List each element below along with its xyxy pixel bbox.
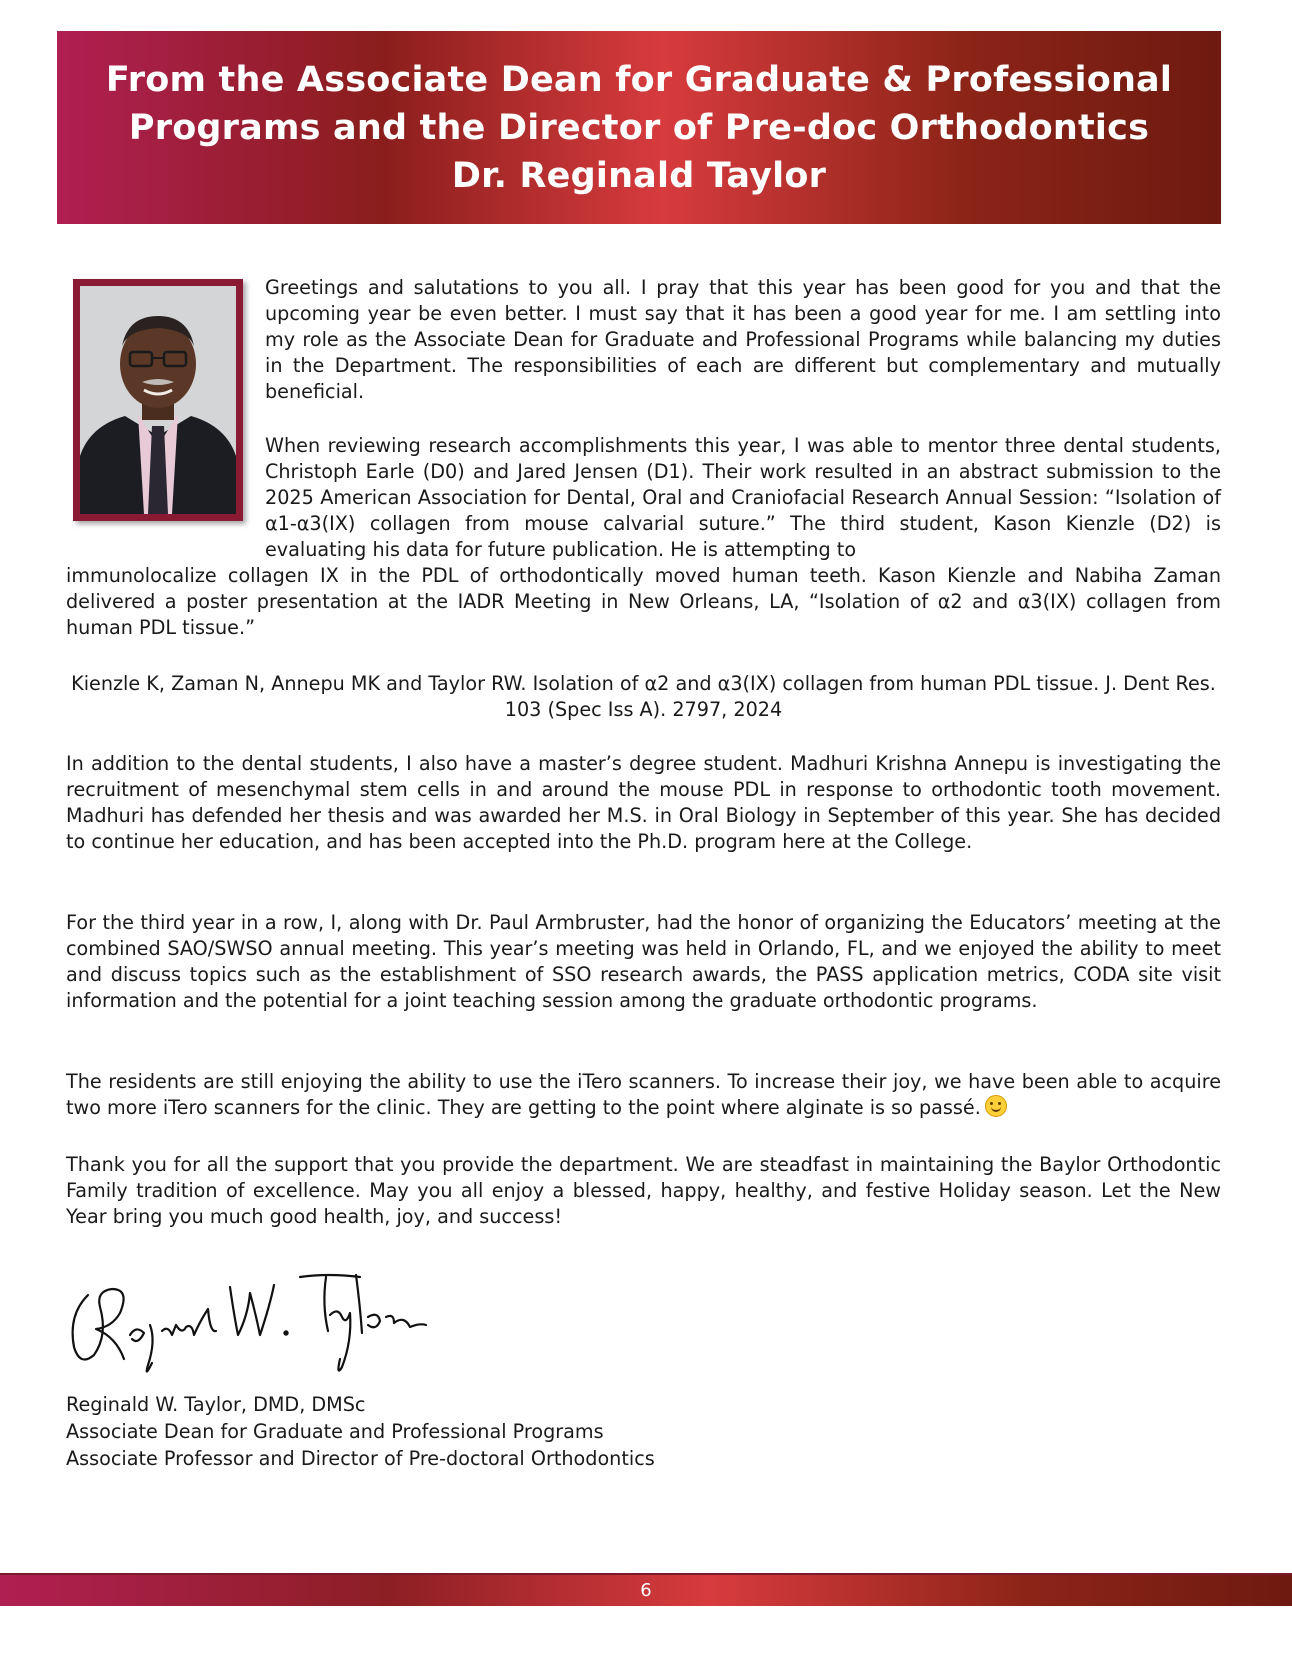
paragraph-greeting: Greetings and salutations to you all. I pray that this year has been good for you and that the upcoming year be even better. I must say that it has been a good year for me. I am settling into my role as the Associate Dean for Graduate and Professional Programs while balancing my duties in the Department. The responsibilities of each are different but complementary and mutually beneficial. xyxy=(265,276,1221,403)
handwritten-signature xyxy=(60,1255,430,1385)
title-line-3: Dr. Reginald Taylor xyxy=(451,155,827,196)
citation: Kienzle K, Zaman N, Annepu MK and Taylor RW. Isolation of α2 and α3(IX) collagen from human PDL tissue. J. Dent Res. 103 (Spec Iss A). 2797, 2024 xyxy=(71,672,1216,721)
paragraph-research-part1: When reviewing research accomplishments this year, I was able to mentor three dental students, Christoph Earle (D0) and Jared Jensen (D1). Their work resulted in an abstract submission to the 2025 American Association for Dental, Oral and Craniofacial Research Annual Session: “Isolation of α1-α3(IX) collagen from mouse calvarial suture.” The third student, Kason Kienzle (D2) is evaluating his data for future publication. He is attempting to xyxy=(265,434,1221,561)
paragraph-educators-meeting: For the third year in a row, I, along with Dr. Paul Armbruster, had the honor of organizing the Educators’ meeting at the combined SAO/SWSO annual meeting. This year’s meeting was held in Orlando, FL, and we enjoyed the ability to meet and discuss topics such as the establishment of SSO research awards, the PASS application metrics, CODA site visit information and the potential for a joint teaching session among the graduate orthodontic programs. xyxy=(66,911,1221,1012)
paragraph-masters-student: In addition to the dental students, I also have a master’s degree student. Madhuri Krishna Annepu is investigating the recruitment of mesenchymal stem cells in and around the mouse PDL in response to orthodontic tooth movement. Madhuri has defended her thesis and was awarded her M.S. in Oral Biology in September of this year. She has decided to continue her education, and has been accepted into the Ph.D. program here at the College. xyxy=(66,752,1221,853)
paragraph-research-part2: immunolocalize collagen IX in the PDL of orthodontically moved human teeth. Kason Kienzle and Nabiha Zaman delivered a poster presentation at the IADR Meeting in New Orleans, LA, “Isolation of α2 and α3(IX) collagen from human PDL tissue.” xyxy=(66,564,1221,639)
portrait-frame xyxy=(73,279,243,521)
paragraph-thank-you: Thank you for all the support that you provide the department. We are steadfast in maintaining the Baylor Orthodontic Family tradition of excellence. May you all enjoy a blessed, happy, healthy, and festive Holiday season. Let the New Year bring you much good health, joy, and success! xyxy=(66,1153,1221,1228)
portrait-photo xyxy=(80,286,236,514)
paragraph-itero xyxy=(66,1069,1221,1121)
signature-icon xyxy=(60,1255,430,1385)
paragraph-itero-text: The residents are still enjoying the ability to use the iTero scanners. To increase their joy, we have been able to acquire two more iTero scanners for the clinic. They are getting to the point where alginate is so passé. xyxy=(66,1070,1221,1119)
title-line-2: Programs and the Director of Pre-doc Orthodontics xyxy=(128,107,1150,148)
page-number: 6 xyxy=(640,1580,652,1601)
title-banner xyxy=(57,31,1221,224)
smile-emoji-icon xyxy=(985,1095,1007,1117)
portrait-illustration xyxy=(80,286,236,514)
title-line-1: From the Associate Dean for Graduate & Professional xyxy=(105,59,1173,100)
signer-name: Reginald W. Taylor, DMD, DMSc xyxy=(66,1393,366,1416)
signer-title-2: Associate Professor and Director of Pre-doctoral Orthodontics xyxy=(66,1447,655,1470)
footer-bar xyxy=(0,1573,1292,1606)
signer-title-1: Associate Dean for Graduate and Professional Programs xyxy=(66,1420,604,1443)
signature-block xyxy=(66,1391,655,1472)
